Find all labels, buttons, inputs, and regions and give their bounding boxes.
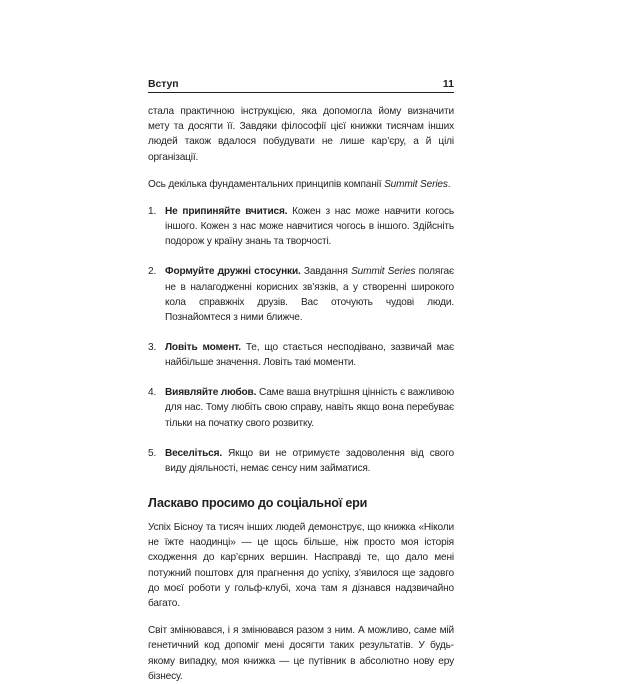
page-body [148,104,454,684]
section-paragraph-2: Світ змінювався, і я змінювався разом з ним. А можливо, саме мій генетичний код допоміг мені досягти таких результатів. У будь-якому випадку, моя книжка — це путівник в абсолютно нову еру бізнесу. [148,625,454,682]
list-item-text-before: Завдання [300,266,352,278]
list-item-number: 3. [148,342,157,354]
header-rule [148,92,454,93]
list-item [148,204,454,250]
list-item-title: Формуйте дружні стосунки. [165,266,301,278]
principles-lead [148,177,454,192]
list-item-title: Не припиняйте вчитися. [165,206,288,218]
principles-list [148,204,454,476]
chapter-title: Вступ [148,78,179,90]
list-item-text: Саме ваша внутрішня цінність є важливою для нас. Тому любіть свою справу, навіть якщо вона перебуває тільки на початку свого розвитку. [165,387,455,429]
list-item [148,385,454,431]
intro-paragraph: стала практичною інструкцією, яка допомогла йому визначити мету та досягти її. Завдяки філософії цієї книжки тисячам інших людей також вдалося побудувати не лише кар’єру, а й цілі організації. [148,106,454,163]
list-item-title: Виявляйте любов. [165,387,257,399]
list-item-text: Кожен з нас може навчити когось іншого. Кожен з нас може навчитися чогось в іншого. Здійсніть подорож у країну знань та творчості. [165,206,454,248]
list-item-italic: Summit Series [351,266,416,278]
running-head [148,78,454,92]
list-item-text: Те, що стається несподівано, зазвичай має найбільше значення. Ловіть такі моменти. [165,342,454,369]
page-number: 11 [442,78,454,90]
list-item-text: Якщо ви не отримуєте задоволення від свого виду діяльності, немає сенсу ним займатися. [165,447,454,474]
principles-lead-end: . [447,178,451,190]
principles-lead-text: Ось декілька фундаментальних принципів компанії [148,178,385,190]
list-item [148,264,454,325]
list-item-title: Ловіть момент. [165,342,241,354]
list-item-number: 1. [148,206,157,218]
list-item-number: 2. [148,266,157,278]
list-item-number: 5. [148,447,157,459]
book-page [148,0,455,682]
list-item-text: полягає не в налагодженні корисних зв’язків, а у створенні широкого кола справжніх друзів. Вас оточують чудові люди. Познайомтеся з ними ближче. [165,266,454,324]
section-heading: Ласкаво просимо до соціальної ери [148,496,368,511]
list-item [148,340,454,370]
company-name: Summit Series [384,178,448,190]
list-item [148,446,454,476]
list-item-title: Веселіться. [165,447,223,459]
section-paragraph-1: Успіх Бісноу та тисяч інших людей демонструє, що книжка «Ніколи не їжте наодинці» — це щось більше, ніж просто моя історія сходження до кар’єрних вершин. Насправді те, що дало мені потужний поштовх для прагнення до успіху, з’явилося ще задовго до моєї роботи у гольф-клубі, хоча там я дізнався надзвичайно багато. [148,522,454,610]
list-item-number: 4. [148,387,157,399]
